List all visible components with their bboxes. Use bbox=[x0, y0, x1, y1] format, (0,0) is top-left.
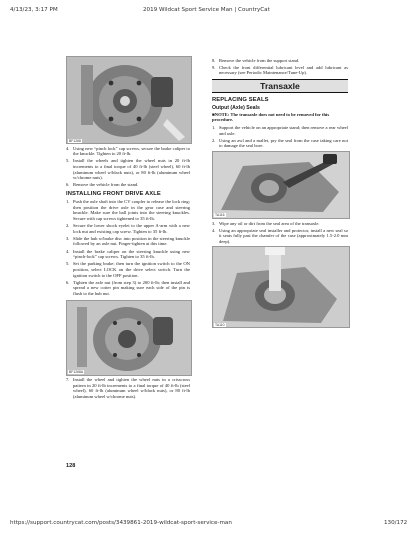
step-text: Tighten the axle nut (from step 3) to 200 ft-lb; then install and spread a new cotter pin making sure each side of the pin is flush to the hub nut. bbox=[73, 279, 190, 296]
step-number: 5. bbox=[66, 158, 70, 164]
procedure-step bbox=[66, 146, 190, 157]
print-page-counter: 130/172 bbox=[384, 520, 408, 526]
print-header bbox=[0, 7, 416, 19]
print-title: 2019 Wildcat Sport Service Man | CountryCat bbox=[143, 7, 270, 13]
step-text: Secure the lower shock eyelet to the upper A-arm with a new lock nut and existing cap screw. Tighten to 35 ft-lb. bbox=[73, 223, 190, 234]
step-list bbox=[66, 146, 190, 188]
seal-removal-photo bbox=[212, 151, 350, 219]
figure-id: TA110 bbox=[215, 322, 225, 327]
step-number: 8. bbox=[212, 57, 216, 63]
procedure-step bbox=[66, 182, 190, 188]
step-number: 5. bbox=[66, 261, 70, 267]
step-number: 3. bbox=[66, 235, 70, 241]
step-text: Install the wheel and tighten the wheel nuts in a crisscross pattern in 20 ft-lb increments to a final torque of 40 ft-lb (steel wheel), 60 ft-lb (aluminum wheel w/black nuts), or 80 ft-lb (aluminum wheel w/chrome nuts). bbox=[73, 377, 190, 399]
step-list bbox=[212, 221, 348, 245]
seal-install-photo bbox=[212, 246, 350, 328]
figure-id: BF1268 bbox=[69, 138, 81, 143]
procedure-step bbox=[66, 199, 190, 221]
print-footer bbox=[0, 520, 416, 532]
page-number: 128 bbox=[66, 463, 76, 469]
step-number: 9. bbox=[212, 64, 216, 70]
step-text: Using an awl and a mallet, pry the seal from the case taking care not to damage the seal bore. bbox=[219, 137, 348, 149]
section-title: REPLACING SEALS bbox=[212, 96, 269, 103]
step-number: 1. bbox=[66, 199, 70, 205]
procedure-step bbox=[212, 65, 348, 76]
step-number: 2. bbox=[212, 137, 216, 143]
step-list bbox=[66, 377, 190, 399]
seal-removal-illustration bbox=[213, 152, 349, 218]
seal-install-illustration bbox=[213, 247, 349, 327]
step-text: Remove the vehicle from the support stand. bbox=[219, 57, 300, 63]
procedure-step bbox=[66, 280, 190, 297]
procedure-step bbox=[212, 228, 348, 245]
procedure-step bbox=[212, 138, 348, 149]
step-number: 7. bbox=[66, 377, 70, 383]
procedure-step bbox=[212, 58, 348, 64]
step-number: 4. bbox=[66, 248, 70, 254]
step-list bbox=[212, 58, 348, 76]
axle-nut-illustration bbox=[67, 301, 191, 375]
step-list bbox=[66, 199, 190, 296]
right-column bbox=[212, 56, 348, 328]
step-text: Set the parking brake; then turn the ignition switch to the ON position, select LOCK on the drive select switch. Turn the ignition switch to the OFF position. bbox=[73, 261, 190, 278]
left-column bbox=[66, 56, 190, 401]
procedure-step bbox=[66, 377, 190, 399]
step-number: 4. bbox=[212, 227, 216, 233]
step-text: Install the brake caliper on the steering knuckle using new “pinch-lock” cap screws. Tighten to 35 ft-lb. bbox=[73, 248, 190, 260]
axle-nut-photo bbox=[66, 300, 192, 376]
step-number: 3. bbox=[212, 220, 216, 226]
step-text: Check the front differential lubricant level and add lubricant as necessary (see Periodic Maintenance/Tune-Up). bbox=[219, 64, 348, 76]
figure-id: TA116 bbox=[215, 213, 225, 218]
procedure-step bbox=[66, 223, 190, 234]
step-number: 6. bbox=[66, 279, 70, 285]
chapter-banner: Transaxle bbox=[212, 79, 348, 93]
step-number: 4. bbox=[66, 145, 70, 151]
step-list bbox=[212, 125, 348, 149]
step-number: 6. bbox=[66, 182, 70, 188]
procedure-step bbox=[212, 221, 348, 227]
procedure-step bbox=[66, 158, 190, 180]
step-number: 1. bbox=[212, 124, 216, 130]
step-text: Using an appropriate seal installer and protector, install a new seal so it seats fully past the chamfer of the case (approximately 1.5-2.0 mm deep). bbox=[219, 227, 348, 244]
manual-page bbox=[66, 56, 350, 476]
step-text: Slide the hub w/brake disc into position in the steering knuckle followed by an axle nut. Finger-tighten at this time. bbox=[73, 235, 190, 247]
print-timestamp: 4/13/23, 3:17 PM bbox=[10, 7, 58, 13]
subsection-title: Output (Axle) Seals bbox=[212, 104, 260, 111]
step-text: Remove the vehicle from the stand. bbox=[73, 182, 139, 188]
section-title: INSTALLING FRONT DRIVE AXLE bbox=[66, 190, 161, 197]
figure-id: BF1268A bbox=[69, 370, 84, 375]
step-number: 2. bbox=[66, 223, 70, 229]
step-text: Push the axle shaft into the CV coupler to release the lock ring; then position the drive axle in the gear case and steering knuckle. Make sure the ball joints into the steering knuckles. Secure with cap screws tightened to 35 ft-lb. bbox=[73, 199, 190, 221]
hub-caliper-photo bbox=[66, 56, 192, 144]
step-text: Install the wheels and tighten the wheel nuts in 20 ft-lb increments to a final torque of 40 ft-lb (steel wheel), 60 ft-lb (aluminum wheel w/black nuts), or 80 ft-lb (aluminum wheel w/chrome nuts). bbox=[73, 158, 190, 181]
procedure-step bbox=[66, 249, 190, 260]
step-text: Using new “pinch lock” cap screws, secure the brake caliper to the knuckle. Tighten to 20 ft-lb. bbox=[73, 145, 190, 157]
procedure-step bbox=[212, 125, 348, 136]
step-text: Support the vehicle on an appropriate stand; then remove a rear wheel and axle. bbox=[219, 124, 348, 136]
procedure-step bbox=[66, 236, 190, 247]
print-url: https://support.countrycat.com/posts/3439861-2019-wildcat-sport-service-man bbox=[10, 520, 232, 526]
hub-caliper-illustration bbox=[67, 57, 191, 143]
note: ■NOTE: The transaxle does not need to be removed for this procedure. bbox=[212, 111, 330, 123]
step-text: Wipe any oil or dirt from the seal area of the transaxle. bbox=[219, 220, 320, 226]
procedure-step bbox=[66, 261, 190, 278]
